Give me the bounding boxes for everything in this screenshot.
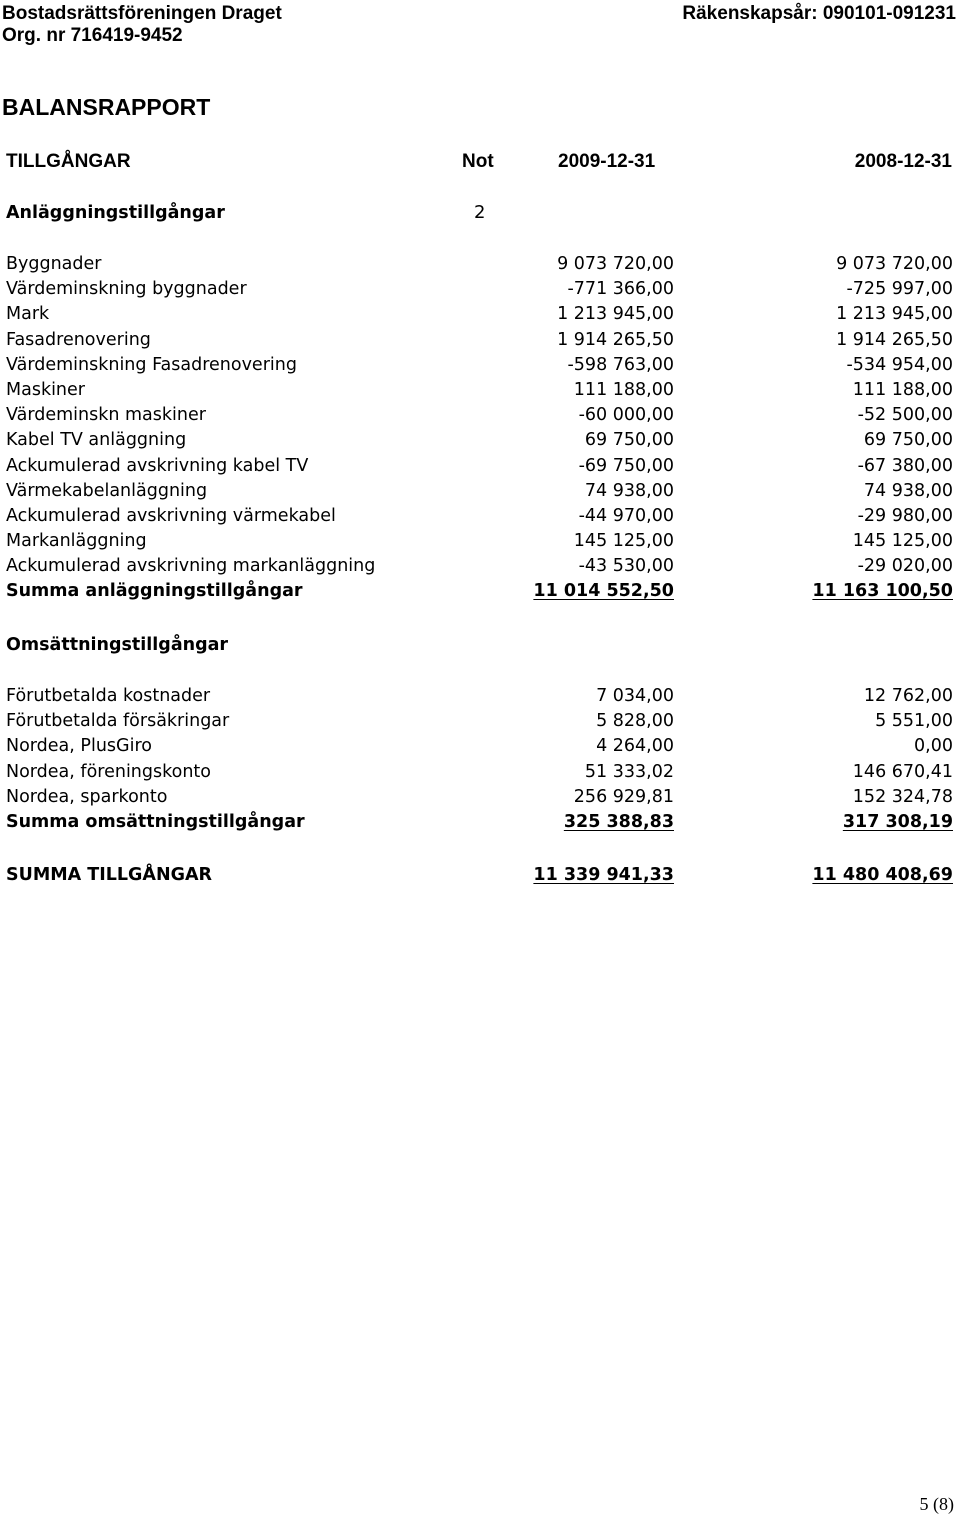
table-row: [0, 454, 960, 479]
row-label: Värdeminskn maskiner: [6, 405, 206, 426]
note-reference: 2: [474, 202, 486, 223]
table-row: [0, 709, 960, 734]
row-label: Nordea, sparkonto: [6, 786, 168, 807]
row-value-2008: 0,00: [914, 736, 953, 757]
row-value-2008: 145 125,00: [852, 531, 953, 552]
row-value-2008: -67 380,00: [857, 455, 953, 476]
row-value-2008: 74 938,00: [863, 480, 953, 501]
table-row: [0, 785, 960, 810]
row-label: Nordea, PlusGiro: [6, 736, 152, 757]
grand-total-value-2008: 11 480 408,69: [812, 865, 953, 885]
row-label: Byggnader: [6, 254, 102, 274]
row-value-2008: 12 762,00: [863, 686, 953, 706]
row-value-2009: 5 828,00: [596, 711, 674, 732]
total-label: Summa omsättningstillgångar: [6, 811, 305, 832]
total-label: Summa anläggningstillgångar: [6, 581, 303, 602]
total-value-2008: 317 308,19: [842, 811, 953, 832]
row-value-2009: 1 914 265,50: [557, 329, 674, 350]
row-label: Mark: [6, 304, 50, 325]
row-label: Förutbetalda försäkringar: [6, 711, 230, 732]
section-heading-fixed-assets: Anläggningstillgångar: [6, 203, 225, 223]
row-value-2008: 1 213 945,00: [836, 304, 953, 325]
row-label: Markanläggning: [6, 531, 147, 552]
table-row: [0, 760, 960, 785]
row-value-2009: 1 213 945,00: [557, 304, 674, 325]
table-row: [0, 684, 960, 709]
fixed-assets-table: [0, 252, 960, 605]
row-value-2009: -44 970,00: [578, 505, 674, 526]
column-header-2009: 2009-12-31: [558, 151, 656, 172]
section-heading-current-assets: Omsättningstillgångar: [6, 635, 229, 655]
table-row: [0, 734, 960, 759]
org-number: Org. nr 716419-9452: [2, 25, 183, 46]
table-row: [0, 554, 960, 579]
row-label: Värdeminskning Fasadrenovering: [6, 354, 297, 375]
row-value-2009: -60 000,00: [578, 405, 674, 426]
page-number: 5 (8): [919, 1494, 954, 1514]
column-header-2008: 2008-12-31: [854, 151, 952, 172]
table-row: [0, 479, 960, 504]
report-title: BALANSRAPPORT: [2, 94, 211, 120]
row-value-2009: 256 929,81: [573, 786, 674, 807]
row-label: Ackumulerad avskrivning markanläggning: [6, 556, 376, 577]
grand-total-row: [0, 862, 960, 888]
total-row-current-assets: [0, 810, 960, 835]
row-value-2008: -29 020,00: [857, 556, 953, 577]
table-row: [0, 277, 960, 302]
total-row-fixed-assets: [0, 579, 960, 604]
row-label: Värdeminskning byggnader: [6, 279, 247, 300]
row-value-2008: 1 914 265,50: [836, 329, 953, 350]
row-value-2009: -598 763,00: [567, 354, 674, 375]
total-value-2009: 325 388,83: [563, 811, 674, 832]
column-header-assets: TILLGÅNGAR: [6, 151, 131, 172]
row-label: Fasadrenovering: [6, 329, 151, 350]
column-header-note: Not: [462, 151, 494, 172]
row-value-2009: 111 188,00: [573, 379, 674, 400]
row-value-2009: -43 530,00: [578, 556, 674, 577]
total-value-2009: 11 014 552,50: [533, 581, 674, 602]
table-row: [0, 378, 960, 403]
total-value-2008: 11 163 100,50: [812, 581, 953, 602]
grand-total-label: SUMMA TILLGÅNGAR: [6, 865, 212, 885]
row-label: Ackumulerad avskrivning kabel TV: [6, 455, 309, 476]
table-row: [0, 504, 960, 529]
table-row: [0, 529, 960, 554]
row-value-2009: 4 264,00: [596, 736, 674, 757]
row-value-2009: -771 366,00: [567, 279, 674, 300]
row-label: Förutbetalda kostnader: [6, 686, 211, 706]
organization-name: Bostadsrättsföreningen Draget: [2, 3, 282, 24]
row-value-2009: 7 034,00: [596, 686, 674, 706]
table-row: [0, 353, 960, 378]
row-value-2009: 9 073 720,00: [557, 254, 674, 274]
table-row: [0, 302, 960, 327]
row-value-2008: 9 073 720,00: [836, 254, 953, 274]
fiscal-year: Räkenskapsår: 090101-091231: [682, 3, 956, 24]
row-value-2009: 145 125,00: [573, 531, 674, 552]
row-value-2008: 5 551,00: [875, 711, 953, 732]
row-value-2008: 146 670,41: [852, 761, 953, 782]
table-row: [0, 403, 960, 428]
table-row: [0, 328, 960, 353]
row-value-2008: -29 980,00: [857, 505, 953, 526]
row-value-2008: 152 324,78: [852, 786, 953, 807]
table-row: [0, 428, 960, 453]
row-label: Nordea, föreningskonto: [6, 761, 212, 782]
row-label: Kabel TV anläggning: [6, 430, 187, 451]
row-value-2009: -69 750,00: [578, 455, 674, 476]
row-value-2008: -725 997,00: [846, 279, 953, 300]
row-label: Värmekabelanläggning: [6, 480, 208, 501]
row-value-2009: 69 750,00: [584, 430, 674, 451]
row-label: Ackumulerad avskrivning värmekabel: [6, 505, 336, 526]
row-value-2008: 69 750,00: [863, 430, 953, 451]
grand-total-value-2009: 11 339 941,33: [533, 865, 674, 885]
row-value-2008: -534 954,00: [846, 354, 953, 375]
row-value-2009: 51 333,02: [584, 761, 674, 782]
table-row: [0, 252, 960, 277]
current-assets-table: [0, 684, 960, 835]
row-value-2009: 74 938,00: [584, 480, 674, 501]
row-value-2008: 111 188,00: [852, 379, 953, 400]
row-label: Maskiner: [6, 379, 85, 400]
row-value-2008: -52 500,00: [857, 405, 953, 426]
